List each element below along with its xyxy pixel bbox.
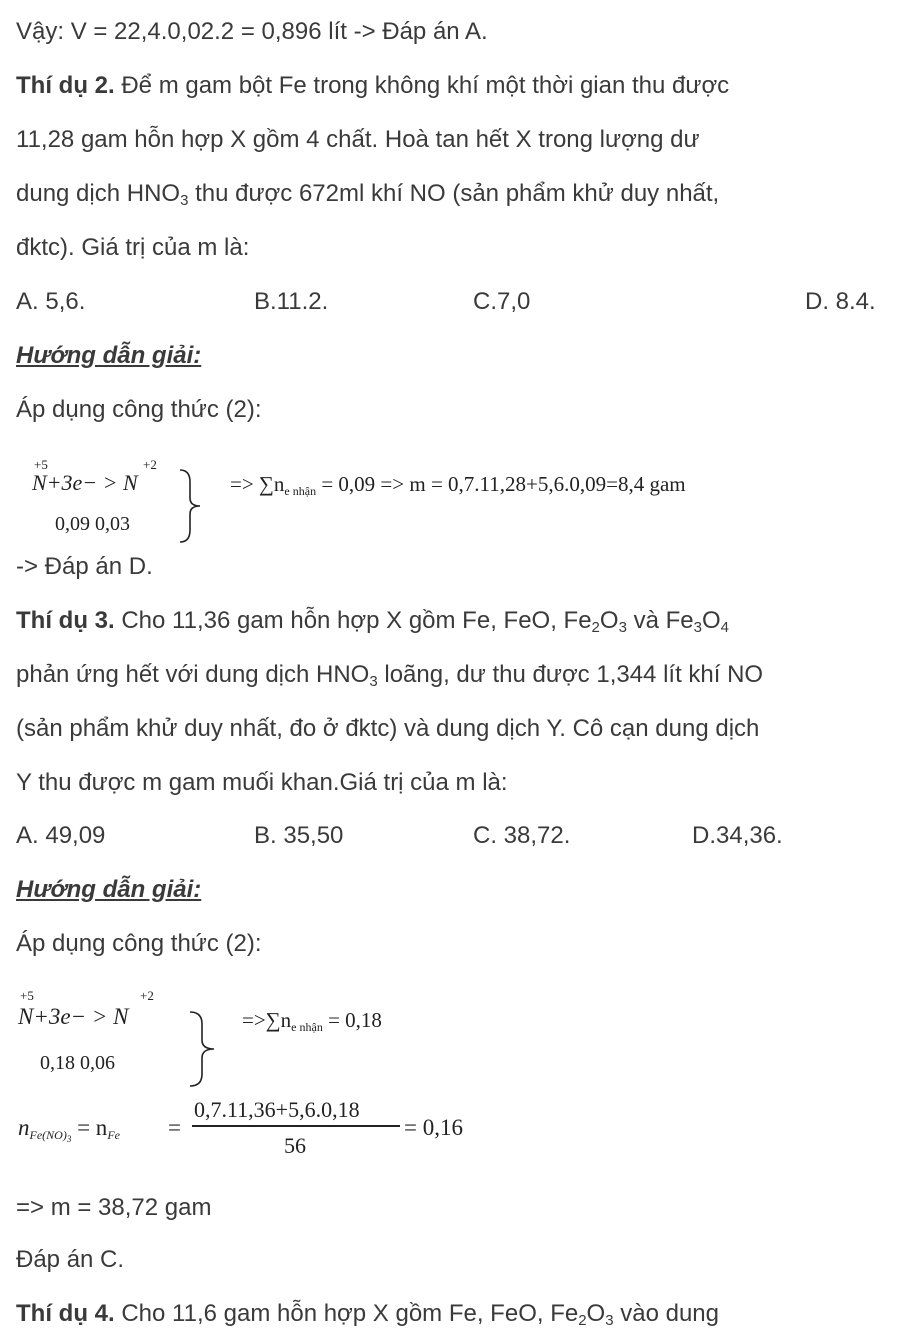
subscript: 3	[618, 619, 627, 636]
example-2-text-1: Để m gam bột Fe trong không khí một thời gian thu được	[121, 72, 730, 99]
fraction-bar	[192, 1125, 400, 1127]
subscript: 3	[180, 192, 189, 209]
reaction-amounts: 0,18 0,06	[40, 1052, 115, 1074]
example-3-label: Thí dụ 3.	[16, 607, 115, 634]
subscript: 3	[66, 1134, 72, 1144]
text: dung dịch HNO	[16, 180, 181, 207]
text: thu được 672ml khí NO (sản phẩm khử duy nhất,	[188, 180, 720, 207]
subscript: 2	[591, 619, 600, 636]
subscript: 3	[693, 619, 702, 636]
text: Cho 11,36 gam hỗn hợp X gồm Fe, FeO, Fe	[121, 607, 592, 634]
solution-heading: Hướng dẫn giải:	[16, 342, 202, 369]
example-2-line-1	[16, 72, 729, 100]
example-4-line-1	[16, 1300, 719, 1328]
fraction-denominator: 56	[284, 1133, 306, 1158]
reaction-equation: N+3e− > N	[18, 1004, 129, 1029]
option-c: C.7,0	[473, 288, 531, 315]
subscript: 4	[720, 619, 729, 636]
apply-formula-line: Áp dụng công thức (2):	[16, 930, 262, 957]
text: loãng, dư thu được 1,344 lít khí NO	[377, 661, 764, 688]
fraction-result: = 0,16	[404, 1115, 463, 1140]
example-3-line-1	[16, 607, 729, 635]
option-d: D. 8.4.	[805, 288, 876, 315]
reaction-equation: N+3e− > N	[32, 470, 138, 495]
oxidation-state: +2	[140, 988, 154, 1003]
brace-icon	[176, 468, 206, 544]
option-d: D.34,36.	[692, 822, 783, 849]
conclusion-line: Vậy: V = 22,4.0,02.2 = 0,896 lít -> Đáp án A.	[16, 18, 488, 45]
option-b: B. 35,50	[254, 822, 344, 849]
oxidation-state: +2	[143, 457, 157, 472]
text: = 0,18	[322, 1008, 382, 1032]
equals-sign: =	[168, 1115, 181, 1140]
option-b: B.11.2.	[254, 288, 329, 315]
text: => ∑n	[230, 472, 285, 496]
solution-heading: Hướng dẫn giải:	[16, 876, 202, 903]
text: = n	[77, 1115, 108, 1140]
oxidation-state: +5	[20, 988, 34, 1003]
text: O	[701, 607, 721, 634]
text: và Fe	[626, 607, 694, 634]
option-a: A. 5,6.	[16, 288, 86, 315]
answer-line: -> Đáp án D.	[16, 553, 153, 580]
text: Cho 11,6 gam hỗn hợp X gồm Fe, FeO, Fe	[121, 1300, 579, 1327]
text: vào dung	[613, 1300, 719, 1327]
subscript: e nhận	[291, 1020, 323, 1034]
example-4-label: Thí dụ 4.	[16, 1300, 115, 1327]
subscript: 3	[369, 673, 378, 690]
fraction-lhs	[18, 1115, 120, 1144]
example-2-line-2: 11,28 gam hỗn hợp X gồm 4 chất. Hoà tan hết X trong lượng dư	[16, 126, 700, 153]
text: phản ứng hết với dung dịch HNO	[16, 661, 370, 688]
option-c: C. 38,72.	[473, 822, 571, 849]
reaction-amounts: 0,09 0,03	[55, 513, 130, 535]
result-equation	[242, 1008, 382, 1033]
subscript: 2	[578, 1312, 587, 1329]
subscript: e nhận	[284, 484, 317, 498]
example-2-label: Thí dụ 2.	[16, 72, 115, 99]
m-result-line: => m = 38,72 gam	[16, 1194, 212, 1221]
brace-icon	[186, 1010, 220, 1088]
result-equation	[230, 472, 686, 497]
text: O	[586, 1300, 606, 1327]
example-3-line-3: (sản phẩm khử duy nhất, đo ở đktc) và dung dịch Y. Cô cạn dung dịch	[16, 715, 760, 742]
apply-formula-line: Áp dụng công thức (2):	[16, 396, 262, 423]
fraction-numerator: 0,7.11,36+5,6.0,18	[194, 1097, 360, 1122]
text: = 0,09 => m = 0,7.11,28+5,6.0,09=8,4 gam	[316, 472, 686, 496]
text: n	[18, 1115, 30, 1140]
text: O	[599, 607, 619, 634]
subscript: Fe	[107, 1128, 120, 1142]
option-a: A. 49,09	[16, 822, 106, 849]
example-3-line-4: Y thu được m gam muối khan.Giá trị của m là:	[16, 769, 508, 796]
subscript: Fe(NO)	[29, 1128, 67, 1142]
oxidation-state: +5	[34, 457, 48, 472]
subscript: 3	[605, 1312, 614, 1329]
example-2-line-4: đktc). Giá trị của m là:	[16, 234, 250, 261]
example-2-line-3	[16, 180, 719, 208]
example-3-line-2	[16, 661, 763, 689]
text: =>∑n	[242, 1008, 292, 1032]
answer-line: Đáp án C.	[16, 1246, 125, 1273]
